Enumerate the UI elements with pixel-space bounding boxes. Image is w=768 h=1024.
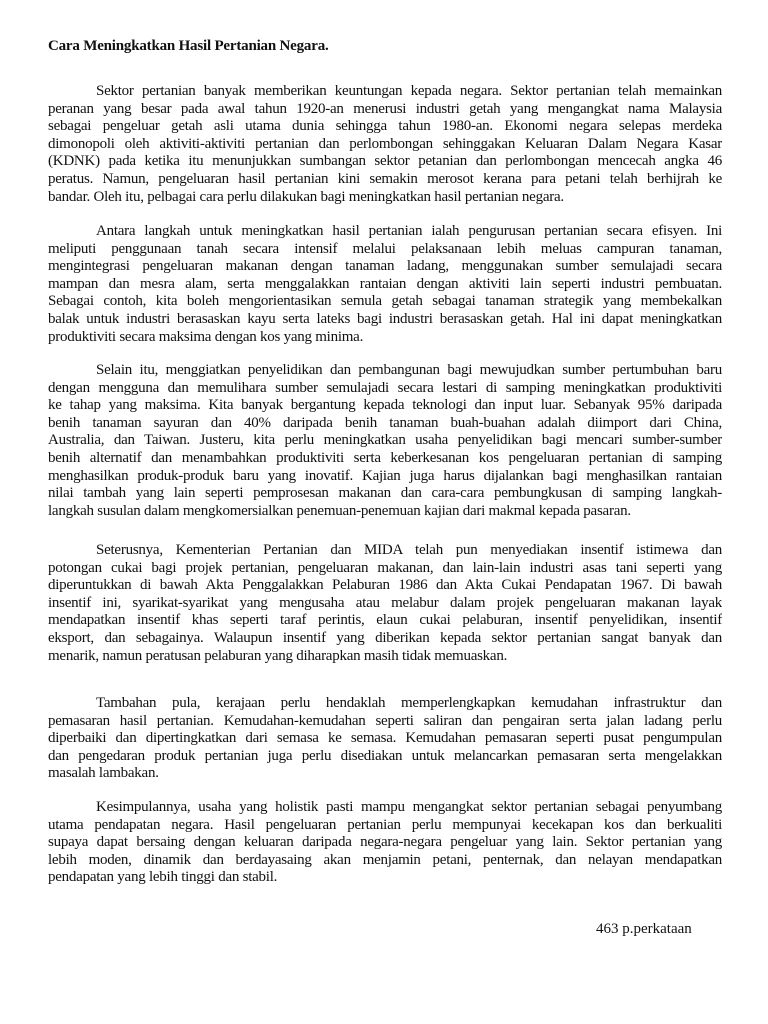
paragraph-5 (48, 695, 722, 783)
text-line: mendapatkan insentif khas seperti taraf perintis, elaun cukai pelaburan, insentif penyelidikan, insentif (48, 612, 722, 629)
text-line: mengintegrasi pengeluaran makanan dengan tanaman ladang, menggunakan sumber semulajadi secara (48, 258, 722, 275)
text-line: diperuntukkan di bawah Akta Penggalakkan Pelaburan 1986 dan Akta Cukai Pendapatan 1967. Di bawah (48, 577, 722, 594)
text-line: peratus. Namun, pengeluaran hasil pertanian kini semakin merosot kerana para petani telah berhijrah ke (48, 170, 722, 187)
text-line: dimonopoli oleh aktiviti-aktiviti pertanian dan perlombongan sehinggakan Keluaran Dalam Negara Kasar (48, 135, 722, 152)
text-line: pendapatan yang lebih tinggi dan stabil. (48, 869, 278, 886)
text-line: ke tahap yang maksima. Kita banyak bergantung kepada teknologi dan input luar. Sebanyak 95% daripada (48, 397, 722, 414)
paragraph-3 (48, 362, 722, 520)
text-line: menghasilkan produk-produk baru yang inovatif. Kajian juga harus dijalankan bagi menghasilkan rantaian (48, 467, 722, 484)
text-line: lebih moden, dinamik dan berdayasaing akan menjamin petani, penternak, dan nelayan mendapatkan (48, 851, 722, 868)
text-line: Kesimpulannya, usaha yang holistik pasti mampu mengangkat sektor pertanian sebagai penyumbang (96, 799, 722, 815)
paragraph-6 (48, 799, 722, 887)
text-line: Tambahan pula, kerajaan perlu hendaklah memperlengkapkan kemudahan infrastruktur dan (96, 695, 722, 711)
document-title: Cara Meningkatkan Hasil Pertanian Negara. (48, 38, 329, 54)
text-line: eksport, dan sebagainya. Walaupun insentif yang diberikan kepada sektor pertanian sangat banyak dan (48, 629, 722, 646)
text-line: Antara langkah untuk meningkatkan hasil pertanian ialah pengurusan pertanian secara efisyen. Ini (96, 223, 722, 239)
text-line: menarik, namun peratusan pelaburan yang diharapkan masih tidak memuaskan. (48, 647, 508, 664)
text-line: balak untuk industri berasaskan kayu serta lateks bagi industri berasaskan getah. Hal ini dapat meningkatkan (48, 310, 722, 327)
text-line: nilai tambah yang lain seperti pemprosesan makanan dan cara-cara pembungkusan di samping langkah- (48, 485, 722, 502)
text-line: pemasaran hasil pertanian. Kemudahan-kemudahan seperti saliran dan pengairan serta jalan ladang perlu (48, 712, 722, 729)
paragraph-2 (48, 223, 722, 346)
text-line: produktiviti secara maksima dengan kos yang minima. (48, 328, 364, 345)
text-line: masalah lambakan. (48, 765, 159, 782)
text-line: dan pengedaran produk pertanian juga perlu disediakan untuk melancarkan pemasaran serta mengelakkan (48, 747, 722, 764)
text-line: benih alternatif dan menambahkan produktiviti serta keberkesanan kos pengeluaran pertanian di samping (48, 449, 722, 466)
text-line: Seterusnya, Kementerian Pertanian dan MIDA telah pun menyediakan insentif istimewa dan (96, 542, 722, 558)
word-count-signature: 463 p.perkataan (596, 921, 692, 937)
text-line: bandar. Oleh itu, pelbagai cara perlu dilakukan bagi meningkatkan hasil pertanian negara. (48, 188, 564, 205)
text-line: peranan yang besar pada awal tahun 1920-an menerusi industri getah yang mengangkat nama Malaysia (48, 100, 722, 117)
text-line: dengan mengguna dan memulihara sumber semulajadi secara lestari di samping meningkatkan produktiviti (48, 379, 722, 396)
text-line: supaya dapat bersaing dengan keluaran daripada negara-negara pengeluar yang lain. Sektor pertanian yang (48, 834, 722, 851)
text-line: Sektor pertanian banyak memberikan keuntungan kepada negara. Sektor pertanian telah memainkan (96, 83, 722, 99)
text-line: langkah susulan dalam mengkomersialkan penemuan-penemuan kajian dari makmal kepada pasaran. (48, 502, 631, 519)
text-line: Australia, dan Taiwan. Justeru, kita perlu meningkatkan usaha penyelidikan bagi mencari sumber-sumber (48, 432, 722, 449)
text-line: benih tanaman sayuran dan 40% daripada benih tanaman buah-buahan adalah diimport dari China, (48, 414, 722, 431)
text-line: mampan dan mesra alam, serta menggalakkan rantaian dengan aktiviti lain seperti industri pembuatan. (48, 275, 722, 292)
text-line: potongan cukai bagi projek pertanian, pengeluaran makanan, dan lain-lain industri asas tani seperti yang (48, 559, 722, 576)
text-line: insentif ini, syarikat-syarikat yang mengusaha atau melabur dalam projek pengeluaran makanan layak (48, 594, 722, 611)
text-line: Selain itu, menggiatkan penyelidikan dan pembangunan bagi mewujudkan sumber pertumbuhan baru (96, 362, 722, 378)
text-line: utama pendapatan negara. Hasil pengeluaran pertanian perlu mempunyai kecekapan kos dan berkualiti (48, 816, 722, 833)
text-line: sebagai pengeluar getah asli utama dunia sehingga tahun 1980-an. Ekonomi negara selepas merdeka (48, 118, 722, 135)
text-line: (KDNK) pada ketika itu menunjukkan sumbangan sektor petanian dan perlombongan mencecah angka 46 (48, 153, 722, 170)
paragraph-4 (48, 542, 722, 665)
text-line: Sebagai contoh, kita boleh mengorientasikan semula getah sebagai tanaman strategik yang membekalkan (48, 293, 722, 310)
paragraph-1 (48, 83, 722, 206)
text-line: meliputi penggunaan tanah secara intensif melalui pelaksanaan lebih meluas campuran tanaman, (48, 240, 722, 257)
text-line: diperbaiki dan dipertingkatkan dari semasa ke semasa. Kemudahan pemasaran seperti pusat pengumpulan (48, 730, 722, 747)
